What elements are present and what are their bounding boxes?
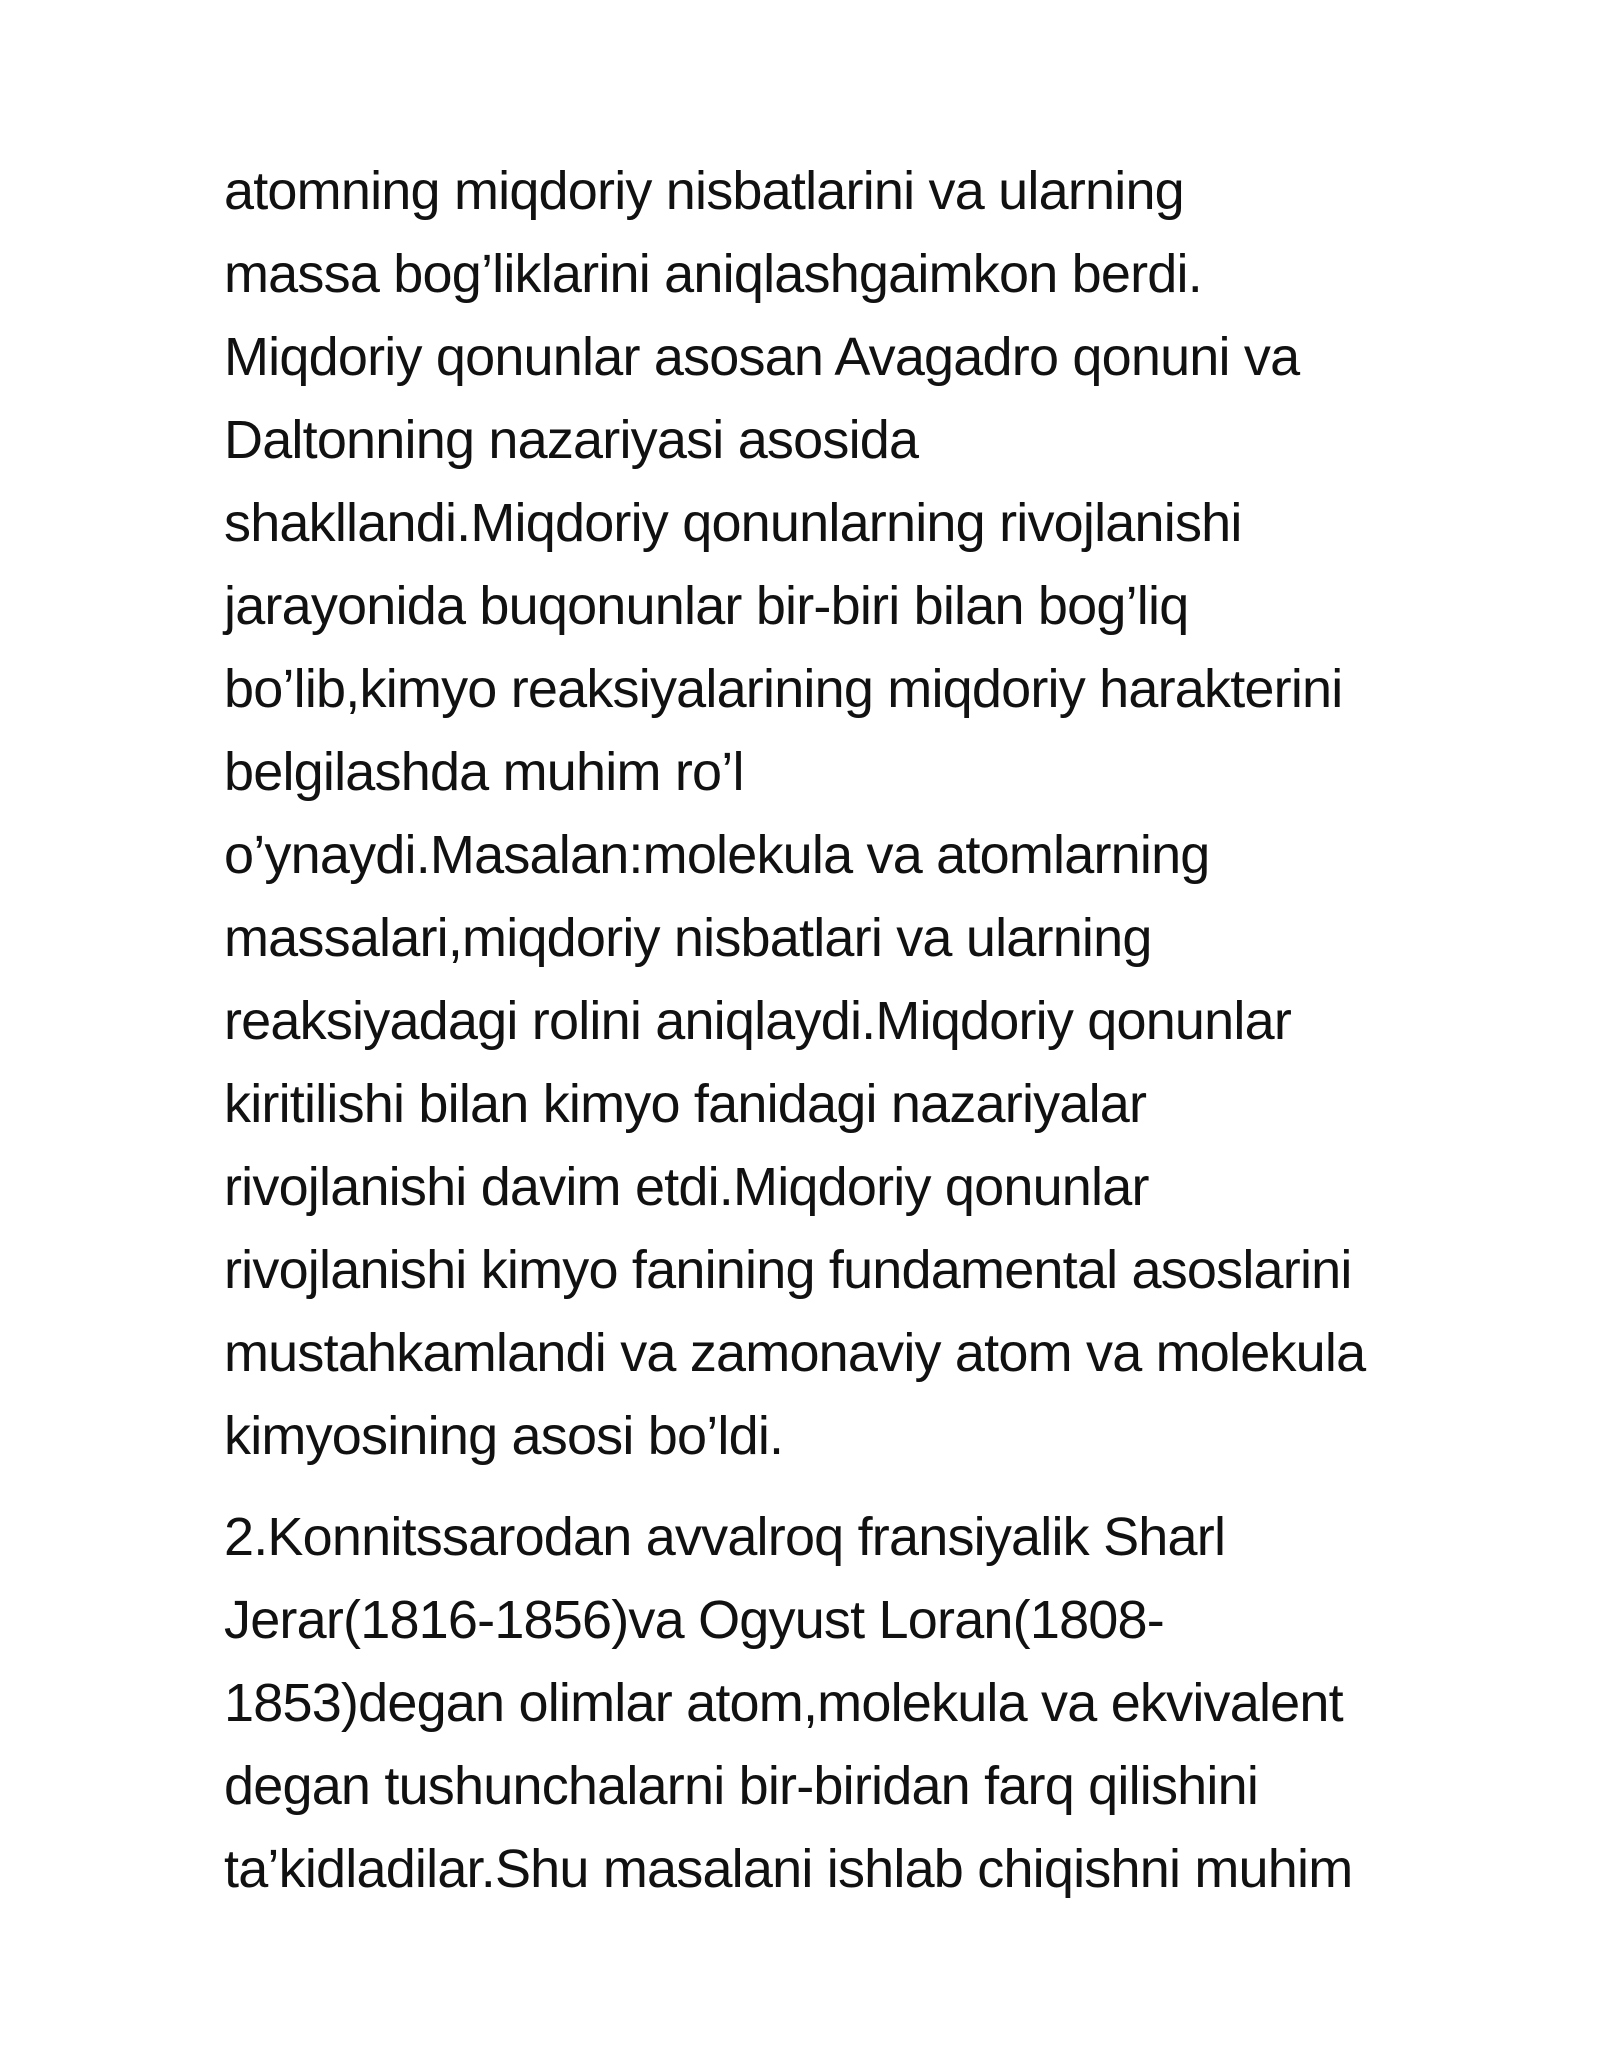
text-line: ta’kidladilar.Shu masalani ishlab chiqishni muhim bbox=[224, 1839, 1353, 1899]
text-line: kiritilishi bilan kimyo fanidagi nazariyalar bbox=[224, 1074, 1147, 1134]
text-line: shakllandi.Miqdoriy qonunlarning rivojlanishi bbox=[224, 493, 1242, 553]
text-line: rivojlanishi davim etdi.Miqdoriy qonunlar bbox=[224, 1157, 1149, 1217]
text-line: 1853)degan olimlar atom,molekula va ekvivalent bbox=[224, 1673, 1343, 1733]
text-line: Miqdoriy qonunlar asosan Avagadro qonuni va bbox=[224, 327, 1300, 387]
text-line: belgilashda muhim ro’l bbox=[224, 742, 744, 802]
text-line: atomning miqdoriy nisbatlarini va ularning bbox=[224, 161, 1184, 221]
body-text bbox=[224, 150, 1524, 1911]
text-line: 2.Konnitssarodan avvalroq fransiyalik Sharl bbox=[224, 1507, 1226, 1567]
text-line: jarayonida buqonunlar bir-biri bilan bog’liq bbox=[224, 576, 1189, 636]
text-line: bo’lib,kimyo reaksiyalarining miqdoriy harakterini bbox=[224, 659, 1343, 719]
text-line: massa bog’liklarini aniqlashgaimkon berdi. bbox=[224, 244, 1202, 304]
text-line: Daltonning nazariyasi asosida bbox=[224, 410, 919, 470]
text-line: massalari,miqdoriy nisbatlari va ularning bbox=[224, 908, 1152, 968]
text-line: Jerar(1816-1856)va Ogyust Loran(1808- bbox=[224, 1590, 1164, 1650]
paragraph-1 bbox=[224, 150, 1524, 1478]
text-line: rivojlanishi kimyo fanining fundamental asoslarini bbox=[224, 1240, 1352, 1300]
text-line: degan tushunchalarni bir-biridan farq qilishini bbox=[224, 1756, 1259, 1816]
paragraph-spacing bbox=[224, 1478, 1524, 1496]
text-line: o’ynaydi.Masalan:molekula va atomlarning bbox=[224, 825, 1210, 885]
text-line: mustahkamlandi va zamonaviy atom va molekula bbox=[224, 1323, 1366, 1383]
text-line: reaksiyadagi rolini aniqlaydi.Miqdoriy qonunlar bbox=[224, 991, 1292, 1051]
text-line: kimyosining asosi bo’ldi. bbox=[224, 1406, 784, 1466]
paragraph-2 bbox=[224, 1496, 1524, 1911]
